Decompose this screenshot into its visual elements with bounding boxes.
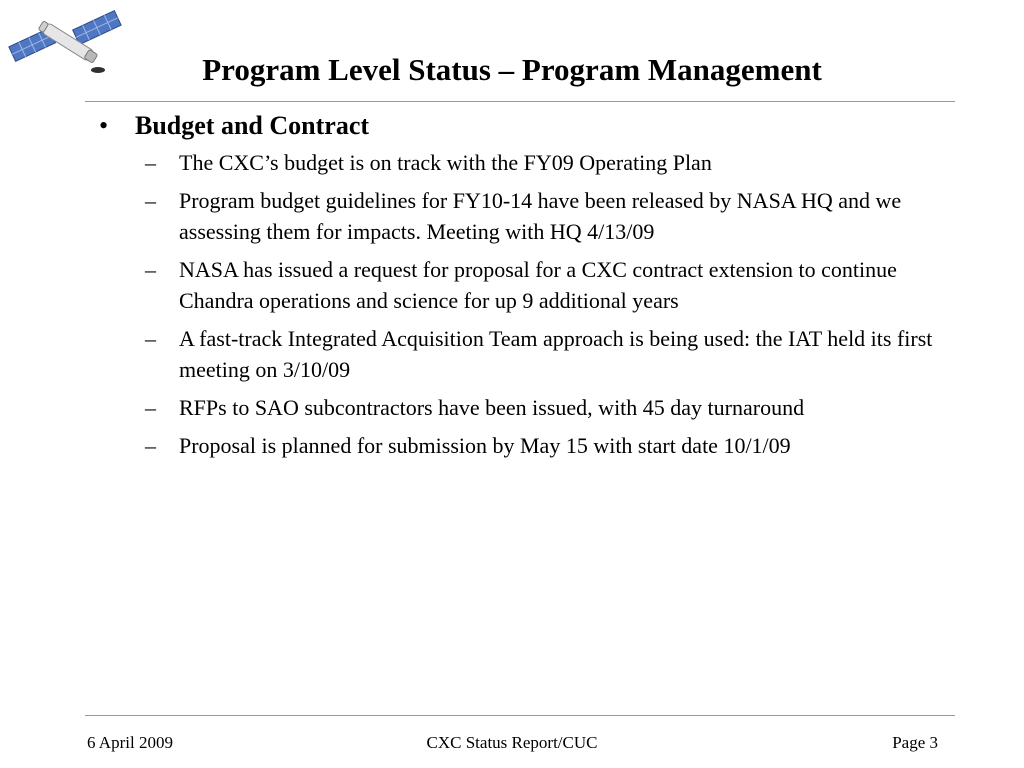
- dash-icon: –: [145, 433, 156, 458]
- dash-icon: –: [145, 188, 156, 213]
- footer-date: 6 April 2009: [87, 733, 173, 752]
- list-item-text: Proposal is planned for submission by May 15 with start date 10/1/09: [179, 433, 791, 458]
- dash-icon: –: [145, 257, 156, 282]
- list-item: [99, 392, 959, 423]
- list-item-text: Program budget guidelines for FY10-14 have been released by NASA HQ and we assessing them for impacts. Meeting with HQ 4/13/09: [179, 188, 902, 244]
- list-item-text: A fast-track Integrated Acquisition Team approach is being used: the IAT held its first meeting on 3/10/09: [179, 326, 933, 382]
- sub-bullet-list: [99, 147, 959, 461]
- list-item: [99, 254, 959, 316]
- dash-icon: –: [145, 326, 156, 351]
- list-item-text: RFPs to SAO subcontractors have been issued, with 45 day turnaround: [179, 395, 805, 420]
- bullet-heading-row: [99, 109, 959, 143]
- dash-icon: –: [145, 150, 156, 175]
- list-item-text: The CXC’s budget is on track with the FY09 Operating Plan: [179, 150, 712, 175]
- list-item: [99, 147, 959, 178]
- footer-divider: [85, 715, 955, 716]
- list-item: [99, 323, 959, 385]
- slide-body: [99, 109, 959, 468]
- footer-report-title: CXC Status Report/CUC: [426, 733, 598, 752]
- title-divider: [85, 101, 955, 102]
- slide-title: Program Level Status – Program Management: [202, 52, 822, 87]
- bullet-heading: Budget and Contract: [135, 111, 370, 140]
- dash-icon: –: [145, 395, 156, 420]
- list-item: [99, 430, 959, 461]
- bullet-icon: •: [99, 111, 109, 140]
- list-item: [99, 185, 959, 247]
- footer-page-number: Page 3: [892, 733, 938, 752]
- list-item-text: NASA has issued a request for proposal for a CXC contract extension to continue Chandra operations and science for up 9 additional years: [179, 257, 897, 313]
